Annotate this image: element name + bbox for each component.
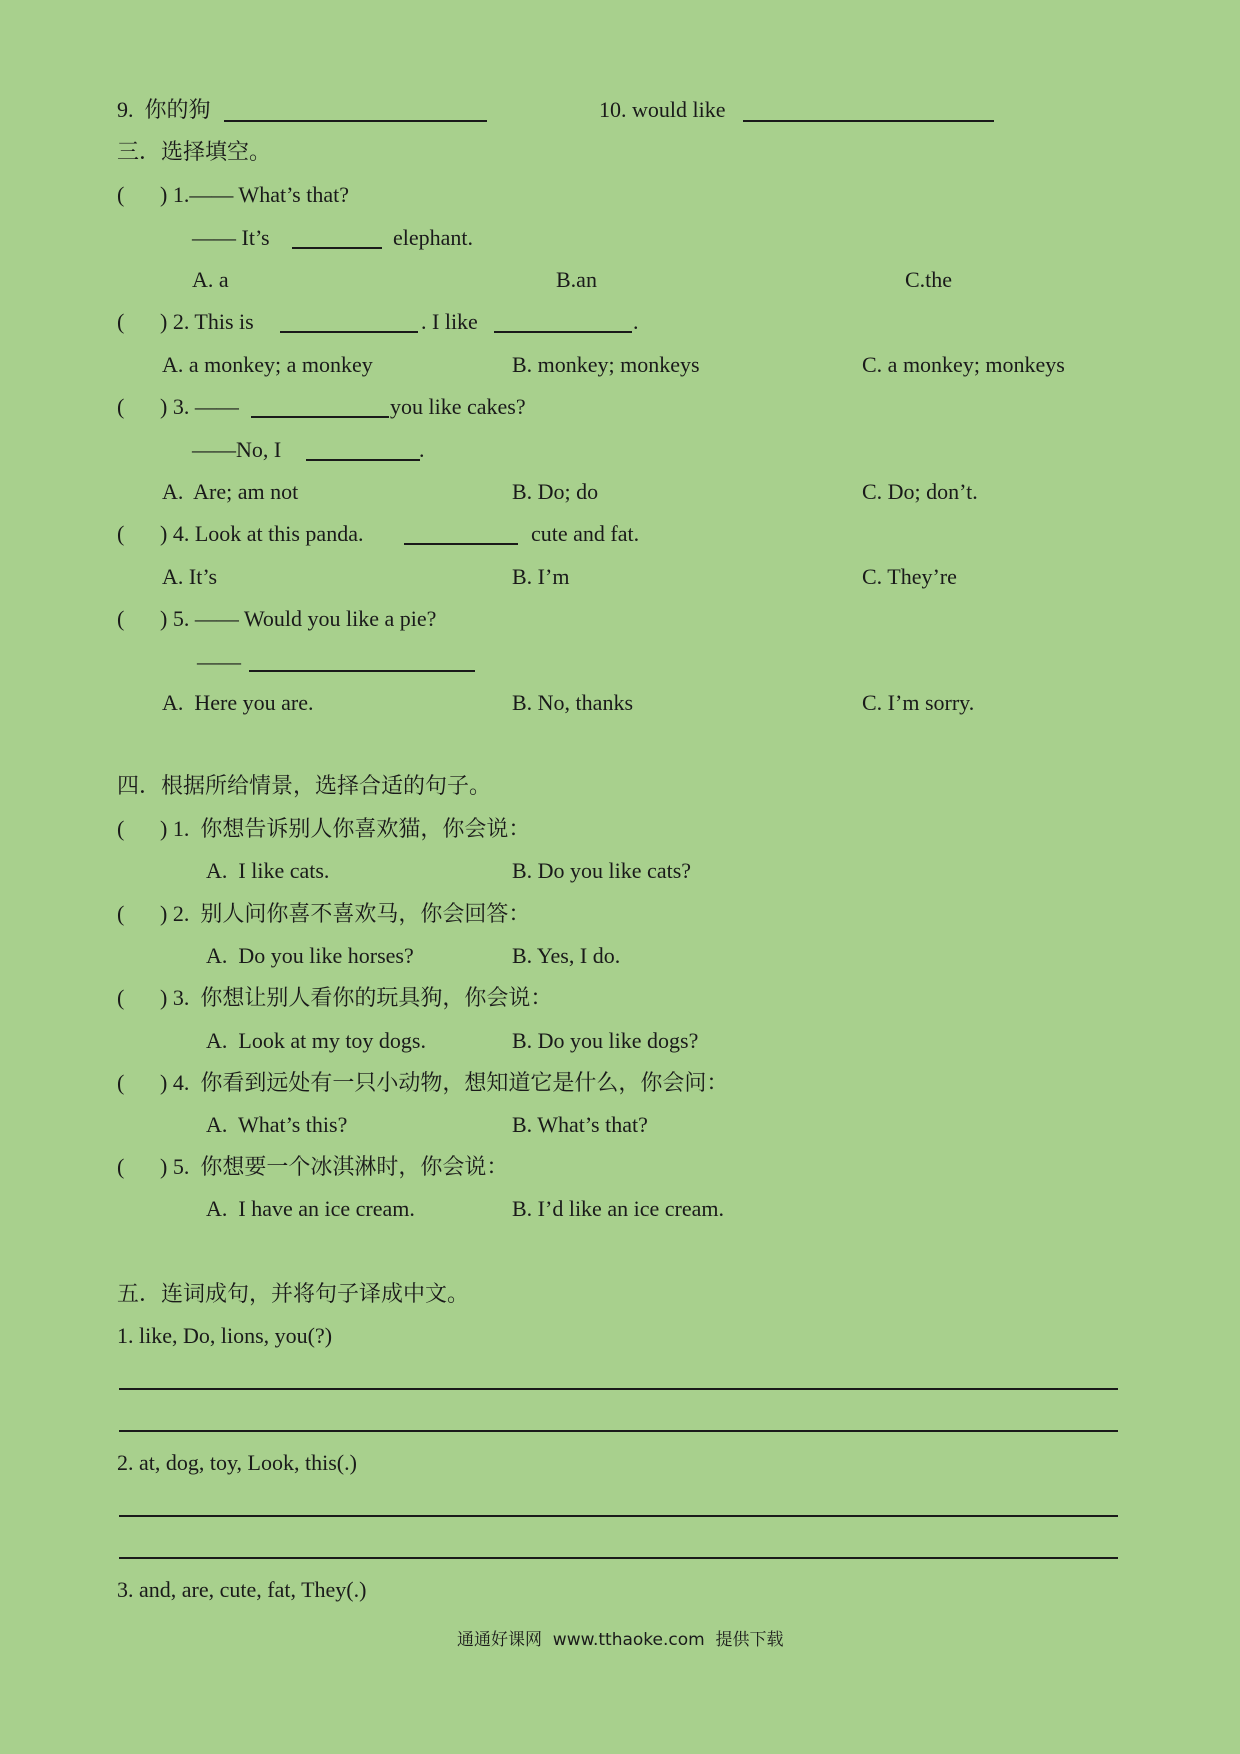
q1-blank[interactable] [292,247,382,249]
q4-option-b: B. I’m [512,564,570,589]
section4-title: 四．根据所给情景，选择合适的句子。 [117,773,492,798]
q5-open-paren: ( [117,606,125,631]
q4-blank[interactable] [404,543,518,545]
s5-q1-answer-line-1[interactable] [119,1388,1118,1390]
q4-open-paren: ( [117,521,125,546]
s4-q5-open-paren: ( [117,1154,125,1179]
s4-q4-question: ) 4. 你看到远处有一只小动物，想知道它是什么，你会问： [160,1070,729,1095]
q2-question-mid: . I like [421,309,478,334]
s5-q1-answer-line-2[interactable] [119,1430,1118,1432]
section3-title: 三．选择填空。 [117,139,272,164]
s4-q2-open-paren: ( [117,901,125,926]
s4-q1-option-a: A. I like cats. [206,858,330,883]
q5-option-b: B. No, thanks [512,690,633,715]
item9-label: 9. 你的狗 [117,97,211,122]
s5-q2-answer-line-2[interactable] [119,1557,1118,1559]
q3-option-c: C. Do; don’t. [862,479,978,504]
q5-blank[interactable] [249,670,475,672]
q3-response-start: ——No, I [192,437,282,462]
s5-q2-words: 2. at, dog, toy, Look, this(.) [117,1450,357,1475]
q2-option-b: B. monkey; monkeys [512,352,700,377]
q2-question-end: . [633,309,639,334]
s4-q3-open-paren: ( [117,985,125,1010]
q2-option-a: A. a monkey; a monkey [162,352,373,377]
q5-response-start: —— [197,649,241,674]
q1-option-b: B.an [556,267,597,292]
q5-option-c: C. I’m sorry. [862,690,975,715]
q2-option-c: C. a monkey; monkeys [862,352,1065,377]
s4-q2-option-b: B. Yes, I do. [512,943,621,968]
q4-option-c: C. They’re [862,564,957,589]
s4-q4-open-paren: ( [117,1070,125,1095]
q5-option-a: A. Here you are. [162,690,314,715]
s4-q2-option-a: A. Do you like horses? [206,943,414,968]
footer-text: 通通好课网 www.tthaoke.com 提供下载 [457,1630,784,1650]
s4-q5-option-b: B. I’d like an ice cream. [512,1196,724,1221]
q1-response-end: elephant. [393,225,474,250]
s5-q1-words: 1. like, Do, lions, you(?) [117,1323,333,1348]
q3-option-a: A. Are; am not [162,479,299,504]
q2-blank-2[interactable] [494,331,632,333]
s5-q3-words: 3. and, are, cute, fat, They(.) [117,1577,367,1602]
q3-blank-1[interactable] [251,416,389,418]
item10-answer-blank[interactable] [743,120,994,122]
item10-label: 10. would like [599,97,726,122]
s4-q1-open-paren: ( [117,816,125,841]
q3-blank-2[interactable] [306,459,420,461]
s4-q3-question: ) 3. 你想让别人看你的玩具狗，你会说： [160,985,553,1010]
q3-option-b: B. Do; do [512,479,599,504]
q4-question: ) 4. Look at this panda. [160,521,364,546]
q2-blank-1[interactable] [280,331,418,333]
q1-response-start: —— It’s [192,225,270,250]
q3-question-tail: you like cakes? [390,394,526,419]
s4-q4-option-a: A. What’s this? [206,1112,348,1137]
item9-answer-blank[interactable] [224,120,487,122]
q3-question-start: ) 3. —— [160,394,239,419]
q1-question: ) 1.—— What’s that? [160,182,349,207]
q1-open-paren: ( [117,182,125,207]
q2-question: ) 2. This is [160,309,254,334]
s4-q5-question: ) 5. 你想要一个冰淇淋时，你会说： [160,1154,509,1179]
q1-answer-slot[interactable] [128,204,158,224]
q1-option-c: C.the [905,267,953,292]
s4-q3-option-b: B. Do you like dogs? [512,1028,699,1053]
q4-question-tail: cute and fat. [531,521,640,546]
s4-q3-option-a: A. Look at my toy dogs. [206,1028,426,1053]
section5-title: 五．连词成句，并将句子译成中文。 [117,1281,470,1306]
q1-option-a: A. a [192,267,229,292]
q3-response-end: . [419,437,425,462]
s4-q1-question: ) 1. 你想告诉别人你喜欢猫，你会说： [160,816,531,841]
s4-q5-option-a: A. I have an ice cream. [206,1196,415,1221]
s5-q2-answer-line-1[interactable] [119,1515,1118,1517]
s4-q4-option-b: B. What’s that? [512,1112,648,1137]
q2-open-paren: ( [117,309,125,334]
q3-open-paren: ( [117,394,125,419]
q4-option-a: A. It’s [162,564,217,589]
q5-question: ) 5. —— Would you like a pie? [160,606,437,631]
s4-q2-question: ) 2. 别人问你喜不喜欢马，你会回答： [160,901,531,926]
s4-q1-option-b: B. Do you like cats? [512,858,692,883]
